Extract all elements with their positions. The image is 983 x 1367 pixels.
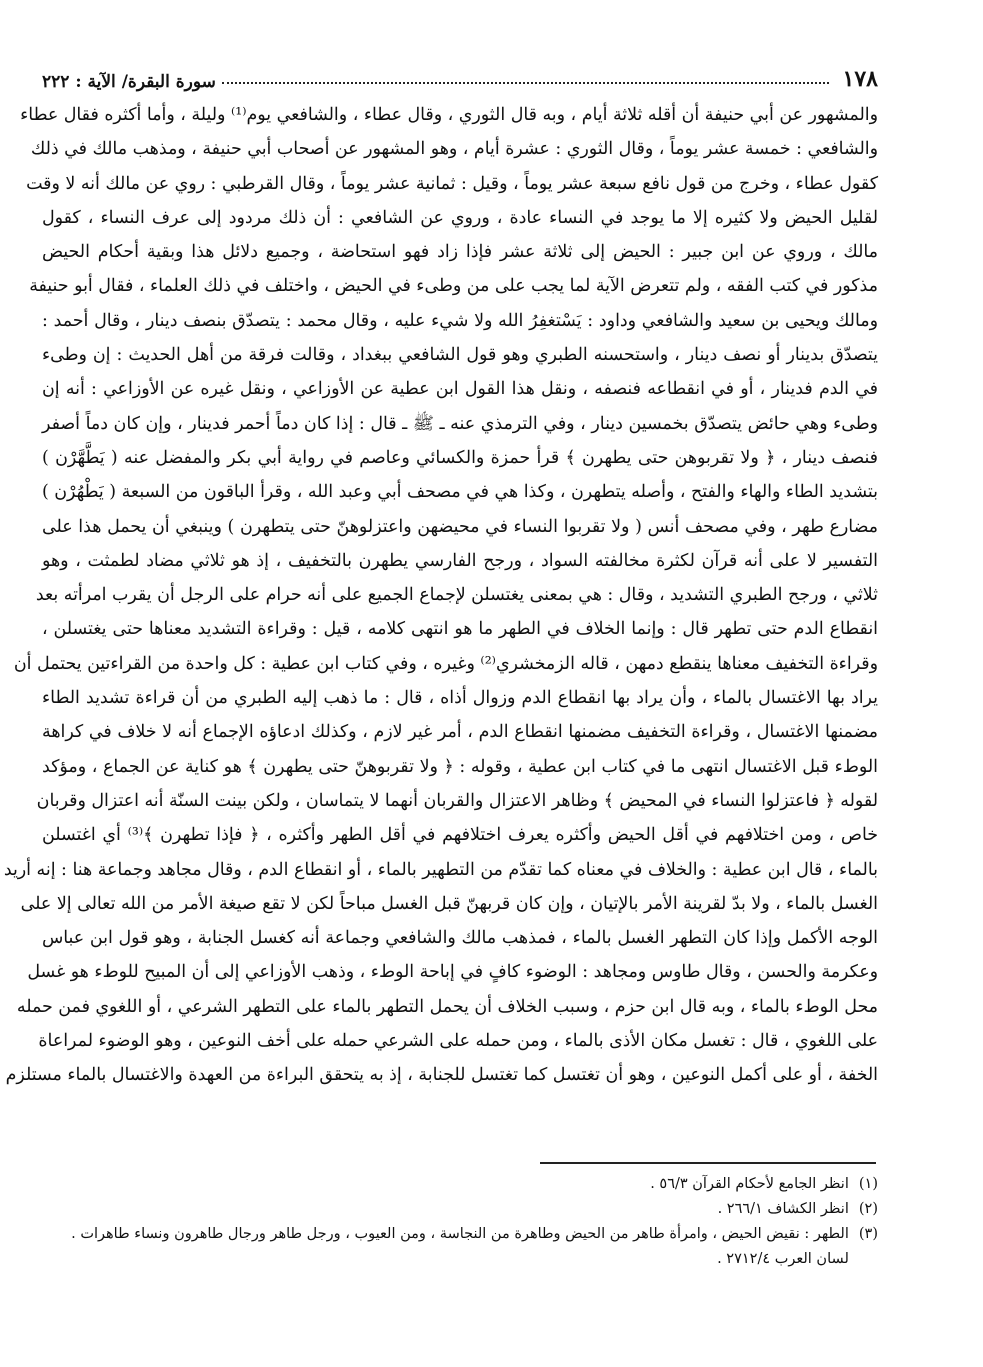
text-line: بتشديد الطاء والهاء والفتح ، وأصله يتطهرن ، وكذا هي في مصحف أبي وعبد الله ، وقرأ الباقون من السبعة ( يَطْهُرْن ) bbox=[41, 482, 878, 503]
text-line: خاص ، ومن اختلافهم في أقل الحيض وأكثره يعرف اختلافهم في أقل الطهر وأكثره ، ﴿ فإذا تطهرن ﴾⁽³⁾ أي اغتسلن bbox=[42, 825, 878, 846]
footnote-separator bbox=[540, 1162, 876, 1164]
footnote-text: انظر الجامع لأحكام القرآن ٥٦/٣ . bbox=[650, 1176, 849, 1192]
text-line: والمشهور عن أبي حنيفة أن أقله ثلاثة أيام ، وبه قال الثوري ، وقال عطاء ، والشافعي يوم⁽¹⁾ وليلة ، وأما أكثره فقال عطاء bbox=[20, 105, 878, 125]
text-line: والشافعي : خمسة عشر يوماً ، وقال الثوري : عشرة أيام ، وهو المشهور عن أصحاب أبي حنيفة ، ومذهب مالك في ذلك bbox=[30, 139, 878, 160]
text-line: في الدم فدينار ، أو في انقطاعه فنصفه ، ونقل هذا القول ابن عطية عن الأوزاعي ، ونقل غيره عن الأوزاعي : أنه إن bbox=[42, 379, 878, 400]
footnote bbox=[42, 1197, 878, 1222]
text-line: لقوله ﴿ فاعتزلوا النساء في المحيض ﴾ وظاهر الاعتزال والقربان أنهما لا يتماسان ، ولكن بينت السنّة أنه اعتزال وقربان bbox=[36, 790, 878, 811]
text-line: الخفة ، أو على أكمل النوعين ، وهو أن تغتسل كما تغتسل للجنابة ، إذ به يتحقق البراءة من العهدة والاغتسال بالماء مستلزم bbox=[5, 1065, 878, 1086]
footnotes bbox=[42, 1172, 878, 1272]
text-line: مالك ، وروي عن ابن جبير : الحيض إلى ثلاثة عشر فإذا زاد فهو استحاضة ، وجميع دلائل هذا وبقية أحكام الحيض bbox=[42, 242, 878, 263]
footnote-number: (٢) bbox=[858, 1201, 878, 1217]
text-line: الغسل بالماء ، ولا بدّ لقرينة الأمر بالإتيان ، وإن كان قربهنّ قبل الغسل مباحاً لكن لا تقع صيغة الأمر من الله تعالى إلا على bbox=[20, 893, 878, 914]
text-line: يراد بها الاغتسال بالماء ، وأن يراد بها انقطاع الدم وزوال أذاه ، قال : ما ذهب إليه الطبري من أن قراءة تشديد الطاء bbox=[42, 688, 878, 709]
text-line: محل الوطء بالماء ، وبه قال ابن حزم ، وسبب الخلاف أن يحمل التطهر بالماء على التطهر الشرعي ، أو اللغوي فمن حمله bbox=[16, 996, 878, 1017]
text-line: ثلاثي ، ورجح الطبري التشديد ، وقال : هي بمعنى يغتسلن لإجماع الجميع على أنه حرام على الرجل أن يقرب امرأته بعد bbox=[35, 585, 878, 606]
text-line: انقطاع الدم حتى تطهر قال : وإنما الخلاف في الطهر ما هو انتهى كلامه ، قيل : وقراءة التشديد معناها حتى يغتسلن ، bbox=[42, 619, 878, 640]
footnote-text: الطهر : نقيض الحيض ، وامرأة طاهر من الحيض وطاهرة من النجاسة ، ومن العيوب ، ورجل طاهر ورجال طاهرون ونساء طاهرات . لسان العرب ٢٧١٢/٤ . bbox=[71, 1226, 849, 1267]
text-line: وقراءة التخفيف معناها ينقطع دمهن ، قاله الزمخشري⁽²⁾ وغيره ، وفي كتاب ابن عطية : كل واحدة من القراءتين يحتمل أن bbox=[13, 653, 878, 674]
text-line: مذكور في كتب الفقه ، ولم تتعرض الآية لما يجب على من وطىء في الحيض ، واختلف في ذلك العلماء ، فقال أبو حنيفة bbox=[29, 276, 878, 297]
footnote-number: (٣) bbox=[858, 1226, 878, 1242]
footnote-number: (١) bbox=[858, 1176, 878, 1192]
text-line: مضمنها الاغتسال ، وقراءة التخفيف مضمنها انقطاع الدم ، أمر غير لازم ، وكذلك ادعاؤه الإجماع أنه لا خلاف في كراهة bbox=[42, 722, 878, 743]
main-text-block bbox=[3, 98, 879, 1093]
text-line: بالماء ، قال ابن عطية : والخلاف في معناه كما تقدّم من التطهير بالماء ، أو انقطاع الدم ، وقال مجاهد وجماعة هنا : إنه أريد bbox=[3, 859, 878, 880]
text-line: فنصف دينار ، ﴿ ولا تقربوهن حتى يطهرن ﴾ قرأ حمزة والكسائي وعاصم في رواية أبي بكر والمفضل عنه ( يَطَّهَّرْن ) bbox=[42, 447, 879, 468]
text-line: مضارع طهر ، وفي مصحف أنس ( ولا تقربوا النساء في محيضهن واعتزلوهنّ حتى يتطهرن ) وينبغي أن يحمل هذا على bbox=[42, 516, 878, 537]
text-line: كقول عطاء ، وخرج من قول نافع سبعة عشر يوماً ، وقيل : ثمانية عشر يوماً ، وقال القرطبي : روي عن مالك أنه لا وقت bbox=[26, 173, 878, 194]
footnote-text: انظر الكشاف ٢٦٦/١ . bbox=[717, 1201, 849, 1217]
page-header bbox=[42, 58, 878, 92]
text-line: وطىء وهي حائض يتصدّق بخمسين دينار ، وفي الترمذي عنه ـ ﷺ ـ قال : إذا كان دماً أحمر فدينار ، وإن كان دماً أصفر bbox=[42, 413, 878, 434]
text-line: يتصدّق بدينار أو نصف دينار ، واستحسنه الطبري وهو قول الشافعي ببغداد ، وقالت فرقة من أهل الحديث : إن وطىء bbox=[42, 345, 878, 366]
text-line: وعكرمة والحسن ، وقال طاوس ومجاهد : الوضوء كافٍ في إباحة الوطء ، وذهب الأوزاعي إلى أن المبيح للوطء هو غسل bbox=[27, 962, 878, 983]
footnote bbox=[42, 1172, 878, 1197]
text-line: لقليل الحيض ولا كثيره إلا ما يوجد في النساء عادة ، وروي عن الشافعي : أن ذلك مردود إلى عرف النساء ، كقول bbox=[42, 207, 878, 228]
text-line: التفسير لا على أنه قرآن لكثرة مخالفته السواد ، ورجح الفارسي يطهرن بالتخفيف ، إذ هو ثلاثي مضاد لطمثت ، وهو bbox=[42, 550, 878, 571]
text-line: على اللغوي ، قال : تغسل مكان الأذى بالماء ، ومن حمله على الشرعي حمله على أخف النوعين ، وهو الوضوء لمراعاة bbox=[38, 1031, 878, 1052]
page-number: ١٧٨ bbox=[842, 66, 878, 92]
text-line: الوطء قبل الاغتسال انتهى ما في كتاب ابن عطية ، وقوله : ﴿ ولا تقربوهنّ حتى يطهرن ﴾ هو كناية عن الجماع ، ومؤكد bbox=[42, 756, 878, 777]
footnote bbox=[42, 1222, 878, 1272]
running-title: سورة البقرة/ الآية : ٢٢٢ bbox=[42, 72, 216, 92]
header-dot-leader bbox=[222, 81, 829, 84]
text-line: الوجه الأكمل وإذا كان التطهر الغسل بالماء ، فمذهب مالك والشافعي وجماعة أنه كغسل الجنابة ، وهو قول ابن عباس bbox=[42, 928, 878, 949]
text-line: ومالك ويحيى بن سعيد والشافعي وداود : يَسْتغفِرُ الله ولا شيء عليه ، وقال محمد : يتصدّق بنصف دينار ، وقال أحمد : bbox=[42, 310, 878, 331]
